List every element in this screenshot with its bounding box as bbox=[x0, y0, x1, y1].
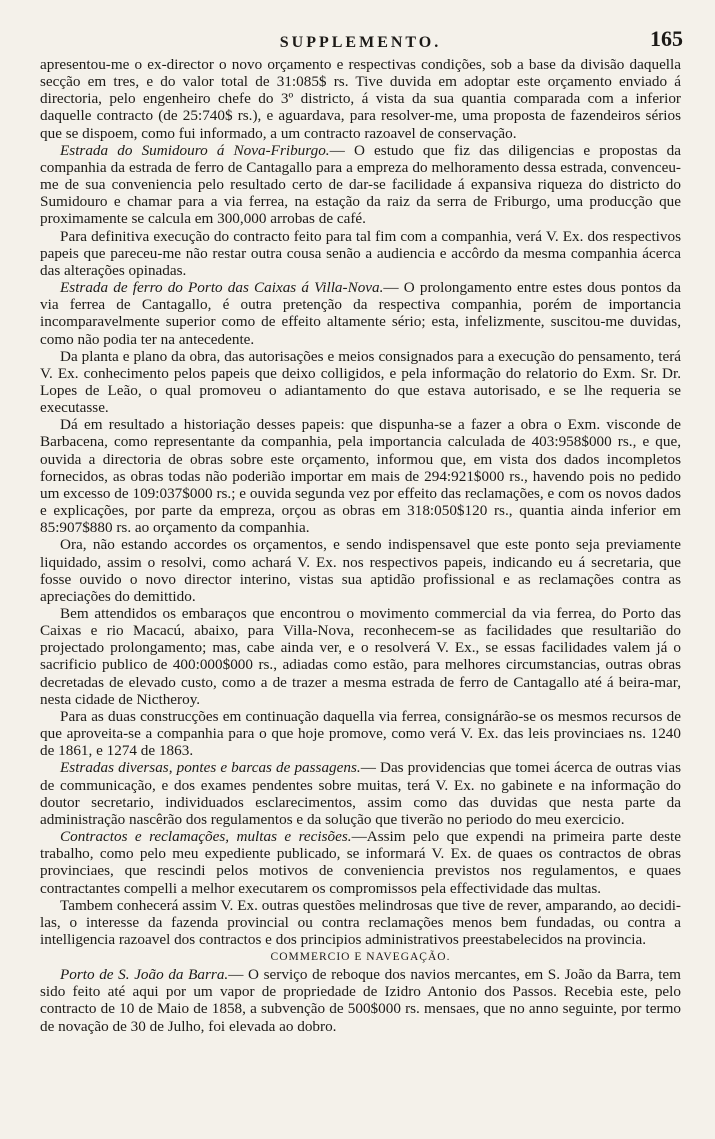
paragraph-text: — Das providencias que tomei ácerca de outras vias de communicação, e dos exames pendentes sobre muitas, terá V. Ex. no gabinete e na informação do doutor secretario, individuados esclarecimentos, assim como das duvidas que nesta parte da administração nascêrão dos regulamentos e da solução que tiverão no periodo do meu exercicio. bbox=[40, 759, 681, 828]
paragraph-lead: Estrada do Sumidouro á Nova-Friburgo. bbox=[60, 141, 330, 159]
paragraph-text: Ora, não estando accordes os orçamentos, e sendo indispensavel que este ponto seja previamente liquidado, assim o resolvi, como achará V. Ex. nos respectivos papeis, indicando eu á secretaria, que fosse ouvido o novo director interino, vistas sua aptidão profissional e as reclamações contra as apreciações do demittido. bbox=[40, 536, 681, 605]
page-number: 165 bbox=[650, 26, 683, 51]
paragraph-text: —Assim pelo que expendi na primeira parte deste trabalho, como pelo meu expediente publicado, se informará V. Ex. de quaes os contractos de obras provinciaes, que rescindi pelos motivos de conveniencia previstos nos regulamentos, e quaes contractantes compelli a melhor executarem os compromissos pela effectividade das multas. bbox=[40, 828, 682, 897]
paragraph-11 bbox=[40, 828, 681, 897]
paragraph-text: — O serviço de reboque dos navios mercantes, em S. João da Barra, tem sido feito até aqui por um vapor de propriedade de Izidro Antonio dos Passos. Recebia este, pelo contracto de 10 de Maio de 1858, a subvenção de 500$000 rs. mensaes, que no anno seguinte, por termo de novação de 30 de Julho, foi elevada ao dobro. bbox=[40, 966, 681, 1035]
document-body bbox=[40, 56, 681, 1035]
section-heading: COMMERCIO E NAVEGAÇÃO. bbox=[270, 951, 451, 964]
paragraph-text: apresentou-me o ex-director o novo orçamento e respectivas condições, sob a base da divisão daquella secção em tres, e do valor total de 31:085$ rs. Tive duvida em adoptar este orçamento enviado á directoria, pelo engenheiro chefe do 3º districto, á vista da sua quantia comparada com a inferior daquelle contracto (de 25:740$ rs.), e aguardava, para resolver-me, uma proposta de fazendeiros sérios que se dispoem, como fui informado, a um contracto razoavel de conservação. bbox=[40, 56, 681, 142]
running-title: SUPPLEMENTO. bbox=[279, 34, 442, 51]
paragraph-9 bbox=[40, 708, 681, 759]
paragraph-lead: Estradas diversas, pontes e barcas de passagens. bbox=[60, 759, 361, 777]
paragraph-1 bbox=[40, 56, 681, 142]
paragraph-lead: Contractos e reclamações, multas e recisões. bbox=[60, 828, 352, 846]
paragraph-7 bbox=[40, 536, 681, 605]
page-header bbox=[40, 26, 681, 52]
paragraph-4 bbox=[40, 279, 681, 348]
paragraph-10 bbox=[40, 759, 681, 828]
paragraph-12 bbox=[40, 897, 681, 948]
paragraph-text: — O estudo que fiz das diligencias e propostas da companhia da estrada de ferro de Cantagallo para a empreza do melhoramento dessa estrada, convenceu-me de sua conveniencia pelo resultado certo de dar-se facilidade á expansiva riqueza do districto do Sumidouro e chamar para a via ferrea, na estação da raiz da serra de Friburgo, uma producção que proximamente se calcula em 300,000 arrobas de café. bbox=[40, 141, 681, 228]
paragraph-5 bbox=[40, 348, 681, 417]
paragraph-lead: Porto de S. João da Barra. bbox=[60, 966, 229, 984]
paragraph-6 bbox=[40, 416, 681, 536]
paragraph-text: Dá em resultado a historiação desses papeis: que dispunha-se a fazer a obra o Exm. visconde de Barbacena, como representante da companhia, pela importancia calculada de 403:958$000 rs., e que, ouvida a directoria de obras sobre este orçamento, informou que, em vista dos dados incompletos fornecidos, as obras todas não poderião importar em mais de 294:921$000 rs., havendo pois no pedido um excesso de 109:037$000 rs.; e ouvida segunda vez por effeito das reclamações, e com os novos dados e explicações, por parte da empreza, orçou as obras em 318:050$120 rs., quantia ainda inferior em 85:907$880 rs. ao orçamento da companhia. bbox=[40, 416, 681, 537]
paragraph-text: — O prolongamento entre estes dous pontos da via ferrea de Cantagallo, é outra pretenção da respectiva companhia, porém de importancia incomparavelmente superior como de effeito altamente sério; esta, infelizmente, suscitou-me duvidas, como não podia ter na antecedente. bbox=[40, 279, 681, 348]
paragraph-text: Da planta e plano da obra, das autorisações e meios consignados para a execução do pensamento, terá V. Ex. conhecimento pelos papeis que deixo colligidos, e pela informação do relatorio do Exm. Sr. Dr. Lopes de Leão, o qual promoveu o adiantamento do que estava autorisado, e se lhe requeria se executasse. bbox=[40, 347, 681, 417]
paragraph-text: Tambem conhecerá assim V. Ex. outras questões melindrosas que tive de rever, amparando, ao decidi-las, o interesse da fazenda provincial ou contra reclamações menos bem fundadas, ou contra a intelligencia razoavel dos contractos e dos principios administrativos preestabelecidos na provincia. bbox=[40, 896, 681, 948]
paragraph-3 bbox=[40, 228, 681, 279]
paragraph-2 bbox=[40, 142, 681, 228]
paragraph-8 bbox=[40, 605, 681, 708]
paragraph-text: Para as duas construcções em continuação daquella via ferrea, consignárão-se os mesmos recursos de que aproveita-se a companhia para o que hoje promove, como verá V. Ex. das leis provinciaes ns. 1240 de 1861, e 1274 de 1863. bbox=[40, 707, 681, 760]
paragraph-text: Bem attendidos os embaraços que encontrou o movimento commercial da via ferrea, do Porto das Caixas e rio Macacú, abaixo, para Villa-Nova, reconhecem-se as facilidades que resultarião do projectado prolongamento; mas, cabe ainda ver, e o resolverá V. Ex., se essas facilidades valem já o sacrificio publico de 400:000$000 rs., adiadas como estão, para melhores circumstancias, outras obras decretadas de elevado custo, como a de trazer a mesma estrada de ferro de Cantagallo até á beira-mar, nesta cidade de Nictheroy. bbox=[40, 605, 681, 708]
paragraph-lead: Estrada de ferro do Porto das Caixas á Villa-Nova. bbox=[60, 279, 384, 297]
paragraph-text: Para definitiva execução do contracto feito para tal fim com a companhia, verá V. Ex. dos respectivos papeis que pareceu-me não restar outra cousa senão a audiencia e accôrdo da mesma companhia ácerca das alterações opinadas. bbox=[40, 227, 681, 279]
paragraph-13 bbox=[40, 966, 681, 1035]
